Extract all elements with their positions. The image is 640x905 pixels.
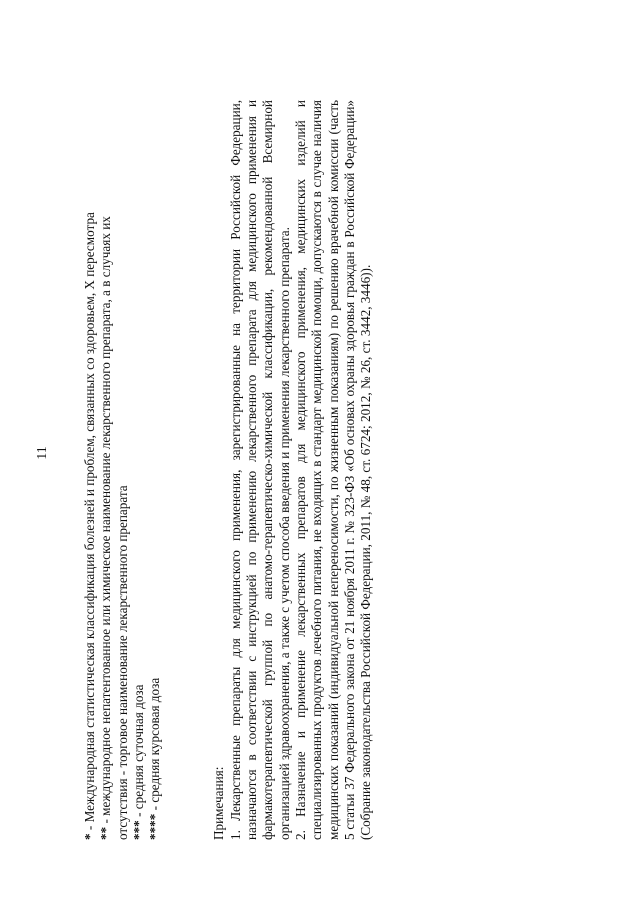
footnote-text: - средняя курсовая доза xyxy=(147,677,163,814)
footnote-inn xyxy=(98,100,114,840)
note-item-2: 2. Назначение и применение лекарственных препаратов для медицинского применения, медицинских изделий и специализированных продуктов лечебного питания, не входящих в стандарт медицинской помощи, допускаются в случае наличия медицинских показаний (индивидуальной непереносимости, по жизненным показаниям) по решению врачебной комиссии (часть 5 статьи 37 Федерального закона от 21 ноября 2011 г. № 323-ФЗ «Об основах охраны здоровья граждан в Российской Федерации» (Собрание законодательства Российской Федерации, 2011, № 48, ст. 6724; 2012, № 26, ст. 3442, 3446)). xyxy=(292,100,374,840)
footnotes-list xyxy=(82,100,163,840)
footnote-text: - международное непатентованное или химическое наименование лекарственного препарата, а в случаях их xyxy=(98,216,114,827)
footnote-icd xyxy=(82,100,98,840)
page-number: 11 xyxy=(35,446,50,460)
footnote-text: - Международная статистическая классификация болезней и проблем, связанных со здоровьем, X пересмотра xyxy=(82,212,97,834)
note-item-1: 1. Лекарственные препараты для медицинского применения, зарегистрированные на территории Российской Федерации, назначаются в соответствии с инструкцией по применению лекарственного препарата для медицинского применения и фармакотерапевтической группой по анатомо-терапевтическо-химической классификации, рекомендованной Всемирной организацией здравоохранения, а также с учетом способа введения и применения лекарственного препарата. xyxy=(227,100,292,840)
rotated-page-content xyxy=(82,100,382,840)
footnote-daily-dose xyxy=(131,100,147,840)
notes-section xyxy=(211,100,374,840)
footnote-marker: ** xyxy=(98,826,114,840)
footnote-course-dose xyxy=(147,100,163,840)
footnote-text: - средняя суточная доза xyxy=(130,684,146,821)
footnote-inn-continued xyxy=(115,100,131,840)
notes-heading: Примечания: xyxy=(211,766,227,840)
footnote-text: отсутствия - торговое наименование лекарственного препарата xyxy=(114,485,130,840)
footnote-marker: *** xyxy=(130,820,146,840)
footnote-marker: **** xyxy=(147,813,163,840)
footnote-marker: * xyxy=(82,833,97,840)
